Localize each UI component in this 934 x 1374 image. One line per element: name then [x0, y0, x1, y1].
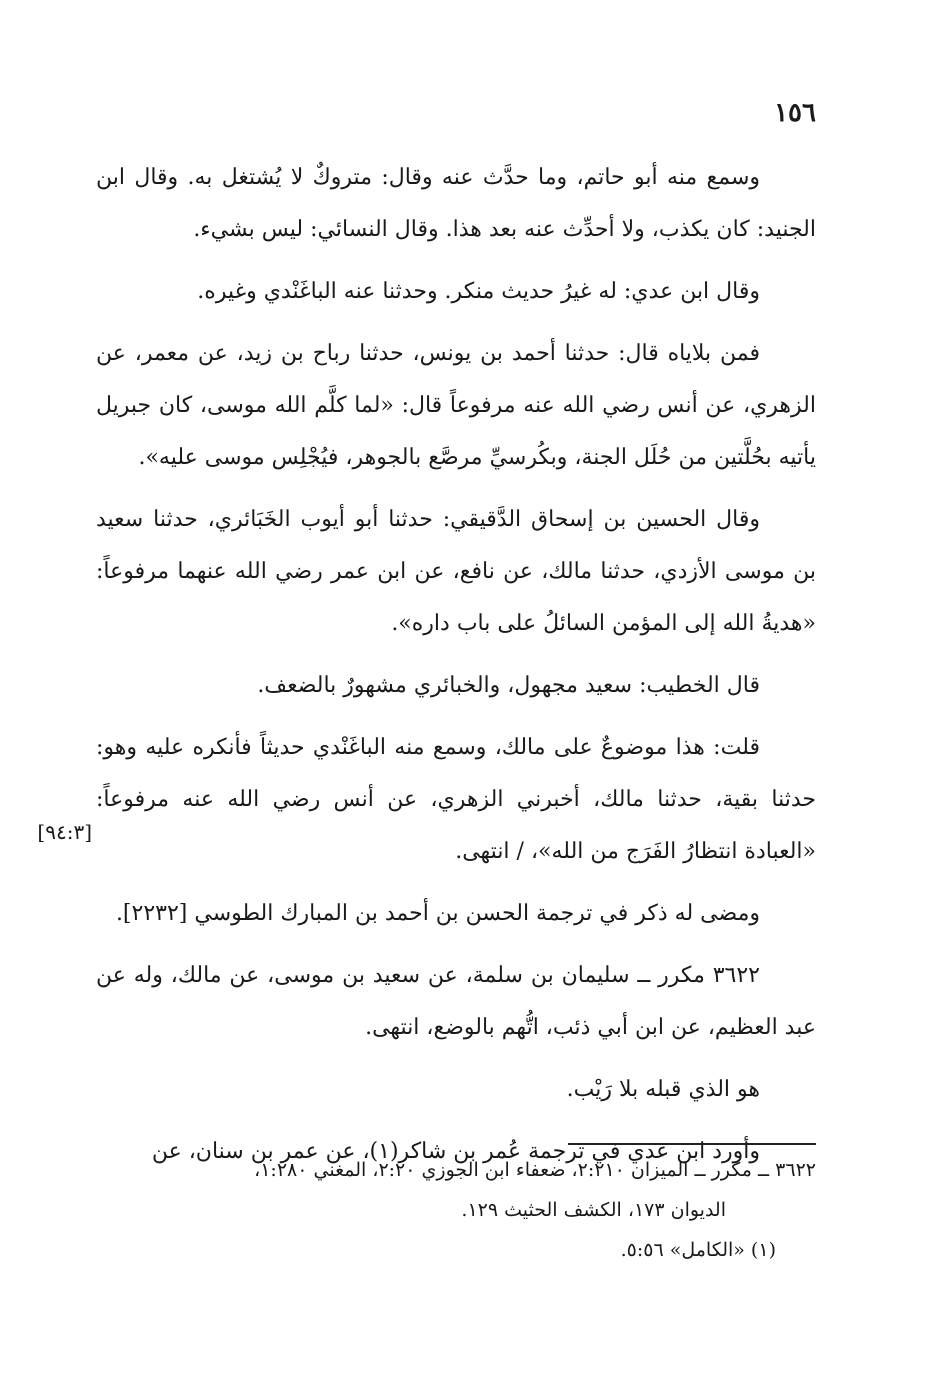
page-number: ١٥٦	[774, 98, 816, 128]
footnote-divider	[568, 1143, 816, 1145]
paragraph-7: ومضى له ذكر في ترجمة الحسن بن أحمد بن المبارك الطوسي [٢٢٣٢].	[115, 901, 760, 926]
entry-3622: ٣٦٢٢ مكرر ــ سليمان بن سلمة، عن سعيد بن موسى، عن مالك، وله عن عبد العظيم، عن ابن أبي ذئب، اتُّهم بالوضع، انتهى.	[96, 963, 816, 1040]
paragraph-3: فمن بلاياه قال: حدثنا أحمد بن يونس، حدثنا رباح بن زيد، عن معمر، عن الزهري، عن أنس رضي الله عنه مرفوعاً قال: «لما كلَّم الله موسى، كان جبريل يأتيه بحُلَّتين من حُلَل الجنة، وبكُرسيِّ مرصَّع بالجوهر، فيُجْلِس موسى عليه».	[96, 341, 816, 470]
paragraph-6: قلت: هذا موضوعٌ على مالك، وسمع منه الباغَنْدي حديثاً فأنكره عليه وهو: حدثنا بقية، حدثنا مالك، أخبرني الزهري، عن أنس رضي الله عنه مرفوعاً: «العبادة انتظارُ الفَرَج من الله»، / انتهى.	[96, 735, 816, 864]
paragraph-5: قال الخطيب: سعيد مجهول، والخبائري مشهورٌ بالضعف.	[257, 673, 760, 698]
footnotes	[96, 1152, 816, 1272]
paragraph-2: وقال ابن عدي: له غيرُ حديث منكر. وحدثنا عنه الباغَنْدي وغيره.	[197, 279, 760, 304]
footnote-1: (١) «الكامل» ٥:٥٦.	[620, 1239, 776, 1261]
paragraph-9: هو الذي قبله بلا رَيْب.	[566, 1077, 760, 1102]
paragraph-4: وقال الحسين بن إسحاق الدَّقيقي: حدثنا أبو أيوب الخَبَائري، حدثنا سعيد بن موسى الأزدي، حدثنا مالك، عن نافع، عن ابن عمر رضي الله عنهما مرفوعاً: «هديةُ الله إلى المؤمن السائلُ على باب داره».	[96, 507, 816, 636]
paragraph-10: وأورد ابن عدي في ترجمة عُمر بن شاكر(١)، عن عمر بن سنان، عن	[151, 1139, 760, 1164]
margin-reference: [٩٤:٣]	[37, 820, 92, 844]
main-text	[96, 152, 816, 1188]
footnote-source-continued: الديوان ١٧٣، الكشف الحثيث ١٢٩.	[461, 1199, 726, 1221]
footnote-source: ٣٦٢٢ ــ مكرر ــ الميزان ٢:٢١٠، ضعفاء ابن الجوزي ٢:٢٠، المغني ١:٢٨٠،	[254, 1159, 816, 1181]
paragraph-1: وسمع منه أبو حاتم، وما حدَّث عنه وقال: متروكٌ لا يُشتغل به. وقال ابن الجنيد: كان يكذب، ولا أحدِّث عنه بعد هذا. وقال النسائي: ليس بشيء.	[96, 165, 816, 242]
